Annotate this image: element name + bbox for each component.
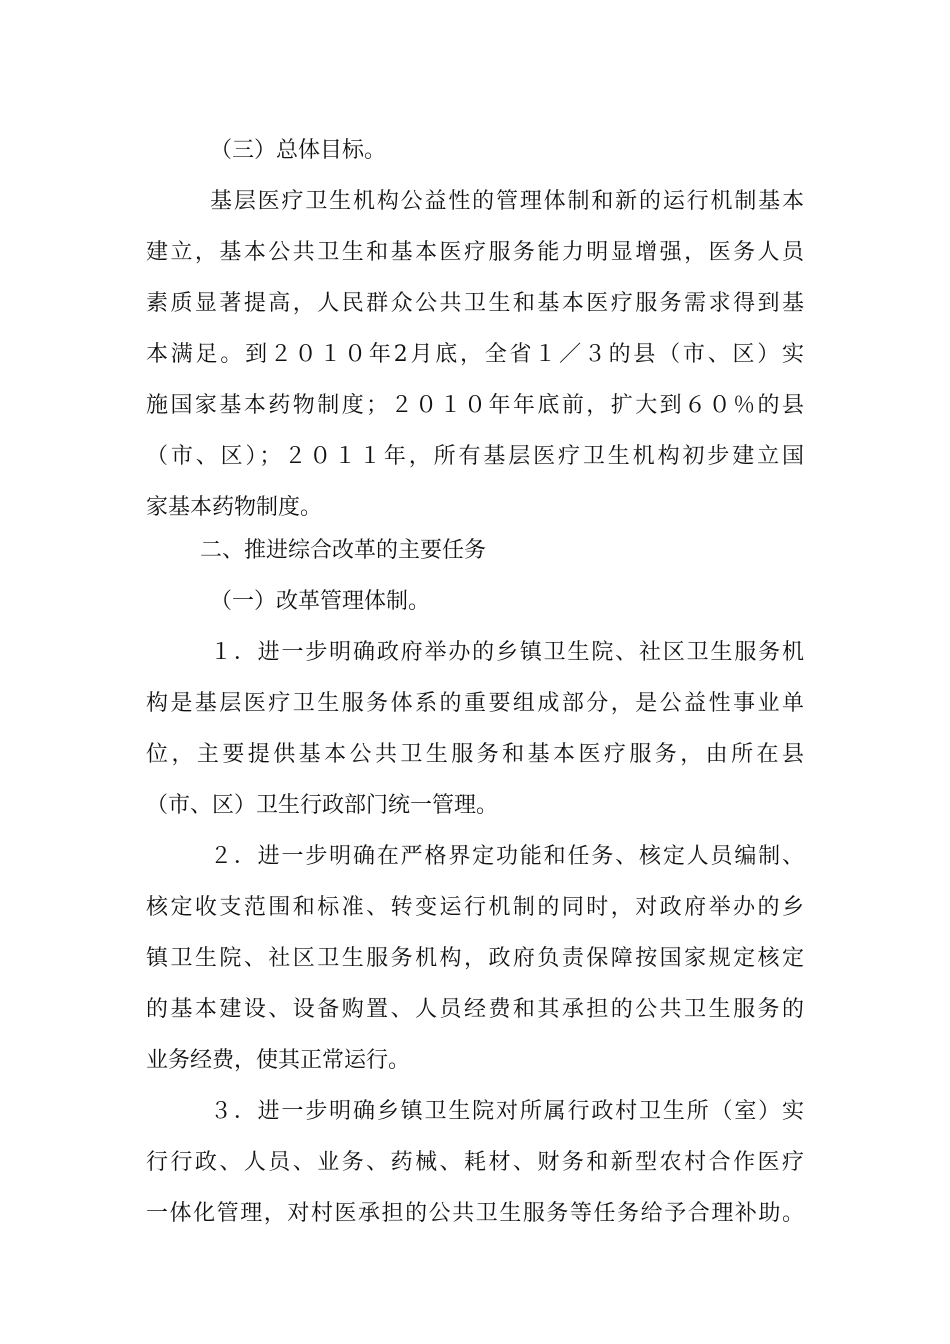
paragraph-line: 核定收支范围和标准、转变运行机制的同时，对政府举办的乡: [146, 895, 804, 920]
paragraph-line: １．进一步明确政府举办的乡镇卫生院、社区卫生服务机: [210, 640, 804, 665]
paragraph-line: 位，主要提供基本公共卫生服务和基本医疗服务，由所在县: [146, 742, 804, 767]
paragraph-line: 家基本药物制度。: [146, 495, 323, 520]
paragraph-line: 一体化管理，对村医承担的公共卫生服务等任务给予合理补助。: [146, 1201, 804, 1226]
section-heading-main-tasks: 二、推进综合改革的主要任务: [200, 538, 487, 563]
paragraph-line: （市、区）；２０１１年，所有基层医疗卫生机构初步建立国: [146, 444, 804, 469]
subheading-reform-management: （一）改革管理体制。: [210, 589, 431, 614]
paragraph-line: ３．进一步明确乡镇卫生院对所属行政村卫生所（室）实: [210, 1099, 804, 1124]
paragraph-line: 构是基层医疗卫生服务体系的重要组成部分，是公益性事业单: [146, 691, 804, 716]
paragraph-line: 素质显著提高，人民群众公共卫生和基本医疗服务需求得到基: [146, 291, 804, 316]
paragraph-line: 的基本建设、设备购置、人员经费和其承担的公共卫生服务的: [146, 997, 804, 1022]
paragraph-line: ２．进一步明确在严格界定功能和任务、核定人员编制、: [210, 844, 804, 869]
heading-overall-goals: （三）总体目标。: [210, 138, 387, 163]
paragraph-line: 建立，基本公共卫生和基本医疗服务能力明显增强，医务人员: [146, 240, 804, 265]
paragraph-line: （市、区）卫生行政部门统一管理。: [146, 793, 499, 818]
paragraph-line: 行行政、人员、业务、药械、耗材、财务和新型农村合作医疗: [146, 1150, 804, 1175]
paragraph-line: 本满足。到２０１０年2月底，全省１／３的县（市、区）实: [146, 342, 804, 367]
paragraph-line: 施国家基本药物制度；２０１０年年底前，扩大到６０％的县: [146, 393, 804, 418]
paragraph-line: 业务经费，使其正常运行。: [146, 1048, 411, 1073]
paragraph-line: 基层医疗卫生机构公益性的管理体制和新的运行机制基本: [210, 189, 804, 214]
paragraph-line: 镇卫生院、社区卫生服务机构，政府负责保障按国家规定核定: [146, 946, 804, 971]
